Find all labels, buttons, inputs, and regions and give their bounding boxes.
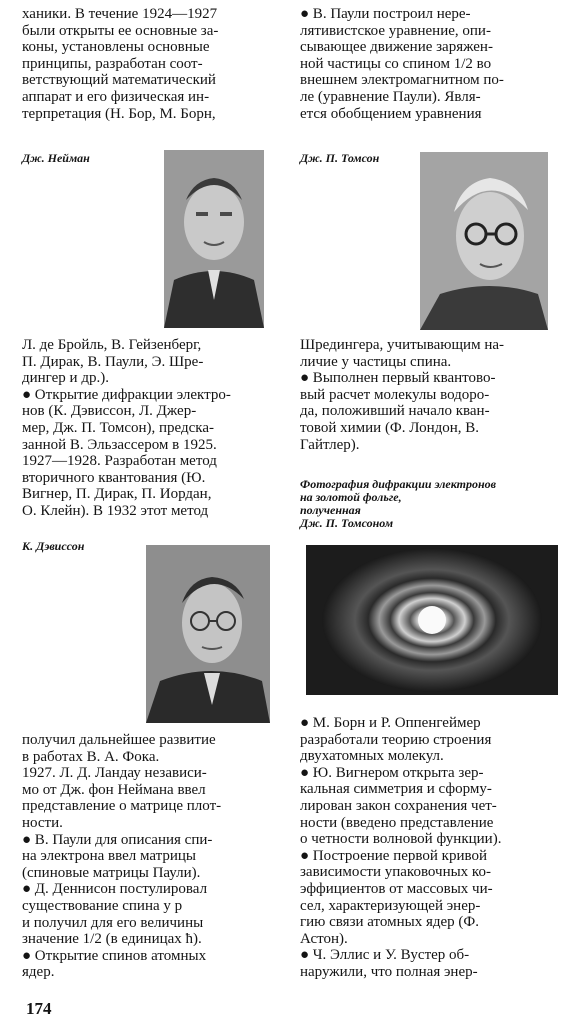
text-line: терпретация (Н. Бор, М. Борн, <box>22 105 216 122</box>
right-top-text <box>300 6 554 122</box>
text-line: кальная симметрия и сформу- <box>300 781 492 798</box>
text-line: ● В. Паули для описания спи- <box>22 831 213 848</box>
text-line: эффициентов от массовых чи- <box>300 880 493 897</box>
text-line: ханики. В течение 1924—1927 <box>22 6 218 22</box>
text-line: нов (К. Дэвиссон, Л. Джер- <box>22 403 197 420</box>
text-line: ● Выполнен первый квантово- <box>300 370 496 387</box>
text-line: представление о матрице плот- <box>22 798 222 815</box>
text-line: мер, Дж. П. Томсон), предска- <box>22 419 214 436</box>
text-line: дингер и др.). <box>22 370 109 387</box>
text-line: ной частицы со спином 1/2 во <box>300 55 492 72</box>
caption-davisson: К. Дэвиссон <box>22 539 85 553</box>
text-line: ● Ч. Эллис и У. Вустер об- <box>300 947 470 964</box>
text-line: ется обобщением уравнения <box>300 105 482 122</box>
text-line: О. Клейн). В 1932 этот метод <box>22 502 209 519</box>
right-bottom-text <box>300 715 556 981</box>
text-line: наружили, что полная энер- <box>300 963 478 980</box>
text-line: ядер. <box>22 964 55 981</box>
diffraction-photo <box>306 545 558 695</box>
text-line: разработали теорию строения <box>300 731 492 748</box>
caption-line: на золотой фольге, <box>300 490 402 504</box>
text-line: существование спина у p <box>22 897 183 914</box>
portrait-davisson <box>146 545 270 723</box>
text-line: лирован закон сохранения чет- <box>300 797 497 814</box>
portrait-thomson <box>420 152 548 330</box>
text-line: (спиновые матрицы Паули). <box>22 864 201 881</box>
text-line: мо от Дж. фон Неймана ввел <box>22 781 206 798</box>
text-line: внешнем электромагнитном по- <box>300 72 504 89</box>
text-line: ● Построение первой кривой <box>300 847 487 864</box>
caption-line: Фотография дифракции электронов <box>300 477 497 491</box>
left-bottom-text <box>22 732 272 981</box>
text-line: ности (введено представление <box>300 814 494 831</box>
text-line: коны, установлены основные <box>22 39 210 56</box>
text-line: ветствующий математический <box>22 72 216 89</box>
text-line: ● В. Паули построил нере- <box>300 6 471 22</box>
caption-diffraction <box>300 478 556 530</box>
text-line: и получил для его величины <box>22 914 204 931</box>
text-line: ● Д. Деннисон постулировал <box>22 881 208 898</box>
caption-line: полученная <box>300 503 361 517</box>
text-line: ● Открытие дифракции электро- <box>22 386 231 403</box>
text-line: П. Дирак, В. Паули, Э. Шре- <box>22 353 204 370</box>
text-line: Гайтлер). <box>300 436 360 453</box>
caption-line: Дж. П. Томсоном <box>300 516 394 530</box>
text-line: Л. де Бройль, В. Гейзенберг, <box>22 337 202 353</box>
text-line: 1927—1928. Разработан метод <box>22 453 217 470</box>
left-top-text <box>22 6 272 122</box>
text-line: ности. <box>22 814 63 831</box>
text-line: лятивистское уравнение, опи- <box>300 22 491 39</box>
text-line: зависимости упаковочных ко- <box>300 864 491 881</box>
portrait-neumann <box>164 150 264 328</box>
text-line: вый расчет молекулы водоро- <box>300 386 490 403</box>
text-line: двухатомных молекул. <box>300 748 444 765</box>
text-line: Астон). <box>300 930 348 947</box>
text-line: ● М. Борн и Р. Оппенгеймер <box>300 715 481 731</box>
text-line: о четности волновой функции). <box>300 831 502 848</box>
text-line: ● Ю. Вигнером открыта зер- <box>300 764 484 781</box>
left-mid-text <box>22 337 272 520</box>
text-line: гию связи атомных ядер (Ф. <box>300 914 480 931</box>
text-line: Вигнер, П. Дирак, П. Иордан, <box>22 486 212 503</box>
text-line: в работах В. А. Фока. <box>22 748 160 765</box>
text-line: на электрона ввел матрицы <box>22 848 197 865</box>
text-line: аппарат и его физическая ин- <box>22 88 210 105</box>
caption-neumann: Дж. Нейман <box>22 151 90 165</box>
text-line: да, положивший начало кван- <box>300 403 490 420</box>
text-line: 1927. Л. Д. Ландау независи- <box>22 765 207 782</box>
text-line: личие у частицы спина. <box>300 353 452 370</box>
text-line: получил дальнейшее развитие <box>22 732 216 748</box>
text-line: сывающее движение заряжен- <box>300 39 493 56</box>
text-line: занной В. Эльзассером в 1925. <box>22 436 217 453</box>
text-line: вторичного квантования (Ю. <box>22 469 206 486</box>
text-line: сел, характеризующей энер- <box>300 897 481 914</box>
text-line: ● Открытие спинов атомных <box>22 947 207 964</box>
text-line: были открыты ее основные за- <box>22 22 219 39</box>
text-line: ле (уравнение Паули). Явля- <box>300 88 481 105</box>
text-line: значение 1/2 (в единицах ħ). <box>22 931 202 948</box>
page-number: 174 <box>26 999 52 1018</box>
text-line: принципы, разработан соот- <box>22 55 203 72</box>
text-line: Шредингера, учитывающим на- <box>300 337 505 353</box>
right-mid-text <box>300 337 554 453</box>
text-line: товой химии (Ф. Лондон, В. <box>300 419 480 436</box>
caption-thomson: Дж. П. Томсон <box>300 151 380 165</box>
